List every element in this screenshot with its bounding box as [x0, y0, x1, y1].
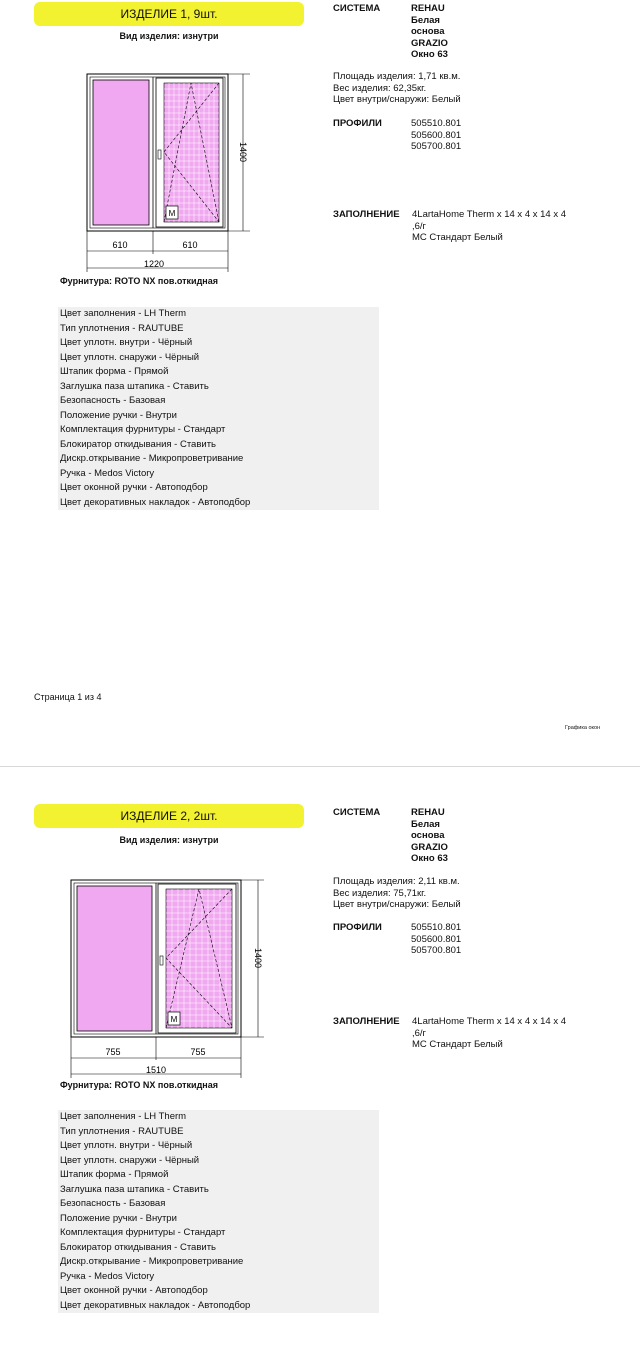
- system-line: GRAZIO: [411, 37, 448, 49]
- property-row: Дискр.открывание - Микропроветривание: [60, 1256, 244, 1267]
- profiles-label: ПРОФИЛИ: [333, 118, 382, 129]
- info-block: [333, 876, 461, 911]
- property-row: Заглушка паза штапика - Ставить: [60, 380, 209, 392]
- system-line: Окно 63: [411, 853, 448, 864]
- property-row: Дискр.открывание - Микропроветривание: [60, 453, 244, 464]
- system-values: [411, 807, 448, 865]
- fill-values: [412, 1016, 566, 1051]
- fixed-glass: [77, 886, 152, 1031]
- dim-right: 755: [190, 1047, 206, 1057]
- weight-text: Вес изделия: 62,35кг.: [333, 82, 427, 94]
- property-row: Тип уплотнения - RAUTUBE: [60, 1125, 184, 1137]
- area-text: Площадь изделия: 1,71 кв.м.: [333, 71, 461, 82]
- window-drawing: [78, 68, 258, 273]
- fill-values: [412, 209, 566, 244]
- system-values: [411, 3, 448, 61]
- system-line: REHAU: [411, 807, 445, 818]
- footer-text: Графика окон: [565, 725, 601, 731]
- page-2: [0, 804, 640, 1371]
- fittings-label: Фурнитура: ROTO NX пов.откидная: [60, 1080, 218, 1090]
- dim-total: 1510: [145, 1065, 167, 1075]
- item-title: ИЗДЕЛИЕ 2, 2шт.: [34, 804, 304, 828]
- info-block: [333, 71, 461, 106]
- system-line: GRAZIO: [411, 841, 448, 853]
- properties-table: [58, 1110, 379, 1313]
- system-line: Белая основа: [411, 818, 445, 841]
- system-line: REHAU: [411, 3, 445, 14]
- fill-line: МС Стандарт Белый: [412, 232, 503, 243]
- dim-left: 755: [105, 1047, 121, 1057]
- profiles-list: [411, 922, 461, 957]
- dim-right: 610: [182, 240, 198, 250]
- view-label: Вид изделия: изнутри: [119, 31, 219, 41]
- profiles-label: ПРОФИЛИ: [333, 922, 382, 933]
- area-text: Площадь изделия: 2,11 кв.м.: [333, 876, 460, 887]
- dim-left: 610: [112, 240, 128, 250]
- fill-line: МС Стандарт Белый: [412, 1039, 503, 1050]
- property-row: Ручка - Medos Victory: [60, 1270, 155, 1282]
- property-row: Цвет заполнения - LH Therm: [60, 1111, 187, 1122]
- property-row: Положение ручки - Внутри: [60, 1212, 177, 1224]
- dim-height: 1400: [238, 141, 248, 163]
- sash-marker: M: [168, 209, 176, 218]
- property-row: Штапик форма - Прямой: [60, 1169, 169, 1180]
- property-row: Цвет декоративных накладок - Автоподбор: [60, 496, 251, 508]
- profile-code: 505700.801: [411, 945, 462, 956]
- fittings-label: Фурнитура: ROTO NX пов.откидная: [60, 276, 218, 286]
- color-text: Цвет внутри/снаружи: Белый: [333, 94, 461, 105]
- property-row: Цвет уплотн. внутри - Чёрный: [60, 337, 193, 348]
- property-row: Комплектация фурнитуры - Стандарт: [60, 1227, 226, 1238]
- fill-line: 4LartaHome Therm x 14 x 4 x 14 x 4: [412, 209, 567, 220]
- property-row: Цвет оконной ручки - Автоподбор: [60, 1285, 208, 1296]
- property-row: Цвет уплотн. снаружи - Чёрный: [60, 351, 200, 363]
- page-number: Страница 1 из 4: [34, 692, 102, 702]
- property-row: Цвет уплотн. снаружи - Чёрный: [60, 1154, 200, 1166]
- property-row: Блокиратор откидывания - Ставить: [60, 438, 216, 450]
- window-drawing: [62, 874, 272, 1079]
- system-line: Окно 63: [411, 49, 448, 60]
- properties-table: [58, 307, 379, 510]
- property-row: Ручка - Medos Victory: [60, 467, 155, 479]
- system-line: Белая основа: [411, 14, 445, 37]
- fill-line: ,6/г: [412, 1027, 427, 1039]
- sash-marker: M: [170, 1015, 178, 1024]
- dim-height: 1400: [253, 947, 263, 969]
- profile-code: 505600.801: [411, 129, 462, 141]
- dim-total: 1220: [143, 259, 165, 269]
- profiles-list: [411, 118, 461, 153]
- profile-code: 505600.801: [411, 933, 462, 945]
- fixed-glass: [93, 80, 149, 225]
- property-row: Безопасность - Базовая: [60, 395, 166, 406]
- item-title: ИЗДЕЛИЕ 1, 9шт.: [34, 2, 304, 26]
- property-row: Цвет оконной ручки - Автоподбор: [60, 482, 208, 493]
- property-row: Штапик форма - Прямой: [60, 366, 169, 377]
- property-row: Положение ручки - Внутри: [60, 409, 177, 421]
- fill-label: ЗАПОЛНЕНИЕ: [333, 209, 400, 220]
- property-row: Цвет заполнения - LH Therm: [60, 308, 187, 319]
- property-row: Цвет декоративных накладок - Автоподбор: [60, 1299, 251, 1311]
- system-label: СИСТЕМА: [333, 807, 381, 818]
- weight-text: Вес изделия: 75,71кг.: [333, 887, 427, 899]
- fill-line: 4LartaHome Therm x 14 x 4 x 14 x 4: [412, 1016, 567, 1027]
- fill-line: ,6/г: [412, 220, 427, 232]
- fill-label: ЗАПОЛНЕНИЕ: [333, 1016, 400, 1027]
- profile-code: 505700.801: [411, 141, 462, 152]
- profile-code: 505510.801: [411, 118, 462, 129]
- view-label: Вид изделия: изнутри: [119, 835, 219, 845]
- system-label: СИСТЕМА: [333, 3, 381, 14]
- property-row: Цвет уплотн. внутри - Чёрный: [60, 1140, 193, 1151]
- profile-code: 505510.801: [411, 922, 462, 933]
- property-row: Тип уплотнения - RAUTUBE: [60, 322, 184, 334]
- property-row: Блокиратор откидывания - Ставить: [60, 1241, 216, 1253]
- property-row: Комплектация фурнитуры - Стандарт: [60, 424, 226, 435]
- color-text: Цвет внутри/снаружи: Белый: [333, 899, 461, 910]
- page-divider: [0, 766, 640, 767]
- property-row: Безопасность - Базовая: [60, 1198, 166, 1209]
- property-row: Заглушка паза штапика - Ставить: [60, 1183, 209, 1195]
